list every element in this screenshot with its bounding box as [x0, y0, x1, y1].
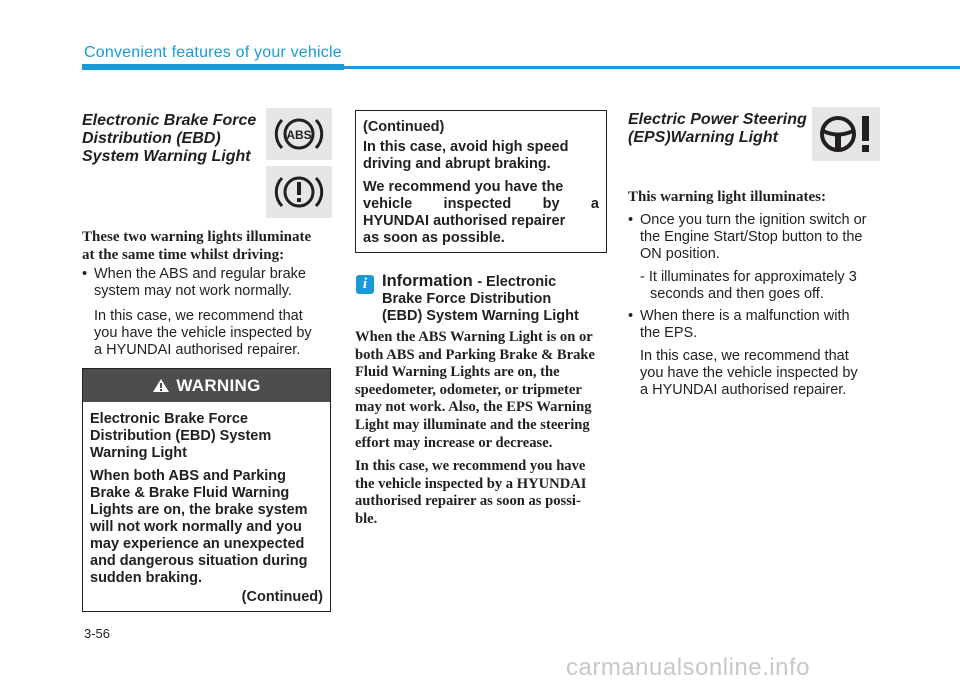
bullet-mark: • — [628, 212, 634, 228]
info-line: ble. — [355, 510, 378, 527]
bullet-line: system may not work normally. — [94, 283, 292, 299]
info-line: the vehicle inspected by a HYUNDAI — [355, 475, 587, 492]
info-para-1 — [355, 329, 607, 452]
warning-text — [90, 468, 323, 587]
para-line: In this case, we recommend that — [640, 348, 849, 364]
eps-paragraph — [640, 348, 858, 399]
info-line: In this case, we recommend you have — [355, 458, 586, 475]
para-line: you have the vehicle inspected by — [640, 365, 858, 381]
bullet-mark: • — [82, 266, 88, 282]
lead-line: at the same time whilst driving: — [82, 247, 285, 263]
page-number: 3-56 — [84, 626, 111, 641]
continued-line: We recommend you have the — [363, 179, 564, 195]
warning-title-line: Electronic Brake Force — [90, 411, 248, 427]
eps-lead: This warning light illuminates: — [628, 189, 826, 205]
warning-line: Brake & Brake Fluid Warning — [90, 485, 290, 501]
word: a — [590, 196, 599, 212]
continued-line-justified — [363, 196, 599, 213]
continued-line: In this case, avoid high speed — [363, 139, 569, 155]
bullet-line: the Engine Start/Stop button to the — [640, 229, 863, 245]
eps-warning-icon — [812, 107, 880, 161]
warning-title-line: Distribution (EBD) System — [90, 428, 272, 444]
warning-line: may experience an unexpected — [90, 536, 305, 552]
eps-bullets — [628, 212, 883, 399]
warning-line: and dangerous situation during — [90, 553, 308, 569]
heading-line: Electric Power Steering — [628, 111, 807, 128]
warning-triangle-icon — [152, 378, 170, 393]
para-line: a HYUNDAI authorised repairer. — [640, 382, 847, 398]
info-line: When the ABS Warning Light is on or — [355, 329, 593, 345]
ebd-bullet — [82, 266, 334, 359]
word: vehicle — [363, 196, 413, 212]
heading-line: Electronic Brake Force — [82, 112, 257, 129]
warning-header — [83, 369, 330, 402]
brake-warning-icon — [266, 166, 332, 218]
warning-line: will not work normally and you — [90, 519, 302, 535]
word: inspected — [443, 196, 512, 212]
lead-line: These two warning lights illuminate — [82, 229, 312, 245]
info-title-line: (EBD) System Warning Light — [382, 308, 579, 324]
svg-text:ABS: ABS — [286, 128, 312, 142]
continued-p2 — [363, 179, 599, 247]
ebd-lead — [82, 228, 334, 264]
info-label: Information — [382, 272, 473, 290]
warning-continued: (Continued) — [241, 589, 323, 605]
para-line: In this case, we recommend that — [94, 308, 303, 324]
continued-line: HYUNDAI authorised repairer — [363, 213, 566, 229]
ebd-heading — [82, 112, 256, 166]
eps-sub-item — [640, 269, 866, 303]
word: by — [542, 196, 560, 212]
sub-line: - It illuminates for approximately 3 — [640, 269, 857, 285]
eps-heading — [628, 111, 807, 147]
para-line: you have the vehicle inspected by — [94, 325, 312, 341]
bullet-line: Once you turn the ignition switch or — [640, 212, 867, 228]
section-title: Convenient features of your vehicle — [84, 44, 342, 61]
heading-line: Distribution (EBD) — [82, 130, 221, 147]
bullet-line: When there is a malfunction with — [640, 308, 850, 324]
warning-line: sudden braking. — [90, 570, 202, 586]
info-heading — [382, 273, 607, 325]
header-rule-accent — [82, 64, 344, 70]
sub-line: seconds and then goes off. — [650, 286, 824, 302]
bullet-line: ON position. — [640, 246, 720, 262]
continued-p1 — [363, 139, 599, 173]
warning-title-line: Warning Light — [90, 445, 187, 461]
warning-line: When both ABS and Parking — [90, 468, 287, 484]
continued-box — [355, 110, 607, 253]
bullet-mark: • — [628, 308, 634, 324]
eps-bullet-1 — [628, 212, 883, 303]
warning-body — [83, 402, 330, 606]
bullet-line: the EPS. — [640, 325, 698, 341]
info-body — [355, 329, 607, 529]
continued-line: as soon as possible. — [363, 230, 505, 246]
warning-label: WARNING — [176, 375, 261, 395]
para-line: a HYUNDAI authorised repairer. — [94, 342, 301, 358]
info-line: Light may illuminate and the steering — [355, 416, 590, 433]
info-line: authorised repairer as soon as possi- — [355, 493, 581, 510]
eps-bullet-2 — [628, 308, 883, 399]
continued-line: driving and abrupt braking. — [363, 156, 551, 172]
info-line: effort may increase or decrease. — [355, 434, 553, 451]
info-line: Fluid Warning Lights are on, the — [355, 364, 560, 381]
info-line: speedometer, odometer, or tripmeter — [355, 381, 582, 398]
info-para-2 — [355, 458, 607, 528]
watermark: carmanualsonline.info — [566, 654, 810, 681]
info-title-line: Brake Force Distribution — [382, 291, 552, 307]
info-line: may not work. Also, the EPS Warning — [355, 399, 592, 416]
ebd-paragraph — [94, 308, 312, 359]
heading-line: (EPS)Warning Light — [628, 129, 778, 146]
info-line: both ABS and Parking Brake & Brake — [355, 346, 596, 363]
warning-box — [82, 368, 331, 612]
bullet-line: When the ABS and regular brake — [94, 266, 306, 282]
continued-head: (Continued) — [363, 119, 445, 135]
abs-warning-icon — [266, 108, 332, 160]
info-title-line: - Electronic — [477, 274, 557, 290]
warning-line: Lights are on, the brake system — [90, 502, 308, 518]
heading-line: System Warning Light — [82, 148, 251, 165]
info-icon: i — [356, 275, 374, 294]
